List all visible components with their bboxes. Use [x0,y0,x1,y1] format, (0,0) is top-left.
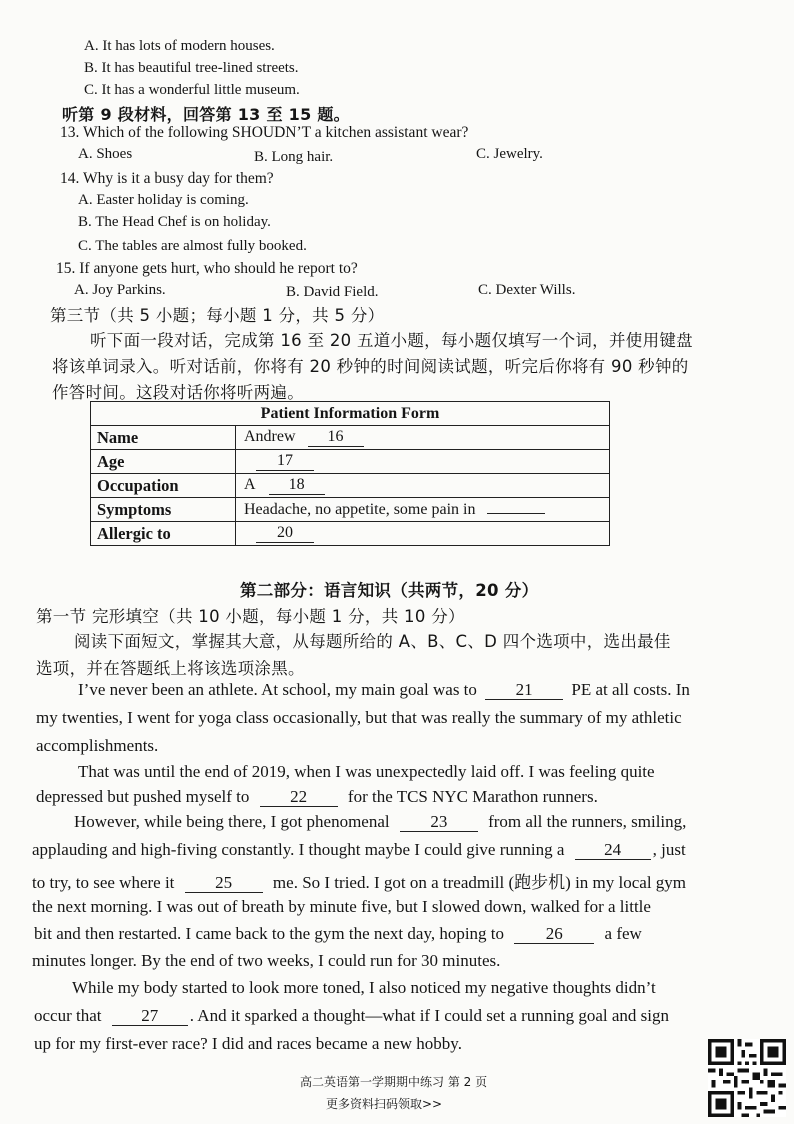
form-value [236,426,610,450]
passage-text: a few [604,924,642,943]
answer-blank-20[interactable]: 20 [256,525,314,543]
cloze-blank-22[interactable]: 22 [260,788,338,807]
cloze-blank-27[interactable]: 27 [112,1007,188,1026]
cloze-blank-21[interactable]: 21 [485,681,563,700]
passage-text: from all the runners, smiling, [488,812,687,831]
passage-line: the next morning. I was out of breath by minute five, but I slowed down, walked for a little [32,897,651,916]
passage-text: . And it sparked a thought—what if I could set a running goal and sign [189,1006,669,1025]
cloze-blank-23[interactable]: 23 [400,813,478,832]
form-label: Occupation [91,474,236,498]
passage-text: occur that [34,1006,102,1025]
form-value [236,522,610,546]
passage-text: , just [652,840,686,859]
part2-section1-heading: 第一节 完形填空（共 10 小题，每小题 1 分，共 10 分） [36,607,465,626]
q14-option-b: B. The Head Chef is on holiday. [78,214,271,230]
answer-blank-19[interactable] [487,513,545,514]
form-row-name [91,426,610,450]
answer-blank-16[interactable]: 16 [308,429,364,447]
form-title: Patient Information Form [91,402,610,426]
q14-option-c: C. The tables are almost fully booked. [78,238,307,254]
q14-option-a: A. Easter holiday is coming. [78,192,249,208]
form-value-prefix: Andrew [244,428,296,446]
more-materials-link[interactable]: 更多资料扫码领取>> [326,1097,443,1111]
q15-option-a: A. Joy Parkins. [74,282,166,298]
q13-option-b: B. Long hair. [254,149,334,165]
section3-instruction-2: 将该单词录入。听对话前，你将有 20 秒钟的时间阅读试题，听完后你将有 90 秒钟的 [52,357,689,376]
passage-line: That was until the end of 2019, when I was unexpectedly laid off. I was feeling quite [78,762,655,781]
passage-line: accomplishments. [36,736,159,755]
form-label: Allergic to [91,522,236,546]
passage-text: bit and then restarted. I came back to the gym the next day, hoping to [34,924,505,943]
section3-instruction-1: 听下面一段对话，完成第 16 至 20 五道小题，每小题仅填写一个词，并使用键盘 [90,331,693,350]
passage-text: me. So I tried. I got on a treadmill (跑步机) in my local gym [272,873,687,892]
passage-line [34,1006,669,1026]
passage-line [32,840,686,860]
section3-instruction-3: 作答时间。这段对话你将听两遍。 [52,383,304,402]
form-label: Symptoms [91,498,236,522]
cloze-blank-25[interactable]: 25 [185,874,263,893]
passage-text: for the TCS NYC Marathon runners. [347,787,598,806]
q12-option-a: A. It has lots of modern houses. [84,38,275,54]
q13-option-a: A. Shoes [78,146,133,162]
passage-text: depressed but pushed myself to [36,787,250,806]
passage-line [34,924,642,944]
q12-option-b: B. It has beautiful tree-lined streets. [84,60,299,76]
form-value [236,498,610,522]
passage-text: However, while being there, I got phenomenal [74,812,390,831]
passage-line [74,812,686,832]
part2-instruction-1: 阅读下面短文，掌握其大意，从每题所给的 A、B、C、D 四个选项中，选出最佳 [74,632,671,651]
answer-blank-18[interactable]: 18 [269,477,325,495]
q13-option-c: C. Jewelry. [476,146,543,162]
part2-heading: 第二部分：语言知识（共两节，20 分） [240,581,539,600]
passage-line: my twenties, I went for yoga class occasionally, but that was really the summary of my athletic [36,708,682,727]
passage-line [32,868,686,893]
passage-line: While my body started to look more toned, I also noticed my negative thoughts didn’t [72,978,656,997]
cloze-blank-26[interactable]: 26 [514,925,594,944]
form-row-age [91,450,610,474]
q12-option-c: C. It has a wonderful little museum. [84,82,300,98]
passage-line [36,787,598,807]
form-label: Age [91,450,236,474]
q14-stem: 14. Why is it a busy day for them? [60,170,274,187]
form-label: Name [91,426,236,450]
form-value-prefix: A [244,476,255,494]
form-row-occupation [91,474,610,498]
section3-heading: 第三节（共 5 小题；每小题 1 分，共 5 分） [50,306,385,325]
form-value [236,474,610,498]
passage-line [78,680,690,700]
patient-information-form [90,401,610,546]
part2-instruction-2: 选项，并在答题纸上将该选项涂黑。 [36,659,305,678]
q15-option-c: C. Dexter Wills. [478,282,576,298]
form-value [236,450,610,474]
qr-code-icon[interactable] [708,1038,786,1118]
form-row-allergic [91,522,610,546]
q13-stem: 13. Which of the following SHOUDN’T a kitchen assistant wear? [60,124,469,141]
passage-text: I’ve never been an athlete. At school, my main goal was to [78,680,477,699]
passage-line: up for my first-ever race? I did and races became a new hobby. [34,1034,462,1053]
page-footer-label: 高二英语第一学期期中练习 第 2 页 [300,1075,488,1089]
q15-stem: 15. If anyone gets hurt, who should he report to? [56,260,358,277]
passage-text: applauding and high-fiving constantly. I thought maybe I could give running a [32,840,565,859]
passage-line: minutes longer. By the end of two weeks, I could run for 30 minutes. [32,951,501,970]
answer-blank-17[interactable]: 17 [256,453,314,471]
section9-heading: 听第 9 段材料，回答第 13 至 15 题。 [62,105,350,124]
form-row-symptoms [91,498,610,522]
q15-option-b: B. David Field. [286,284,379,300]
passage-text: to try, to see where it [32,873,175,892]
form-value-prefix: Headache, no appetite, some pain in [244,500,476,518]
cloze-blank-24[interactable]: 24 [575,841,651,860]
passage-text: PE at all costs. In [571,680,690,699]
